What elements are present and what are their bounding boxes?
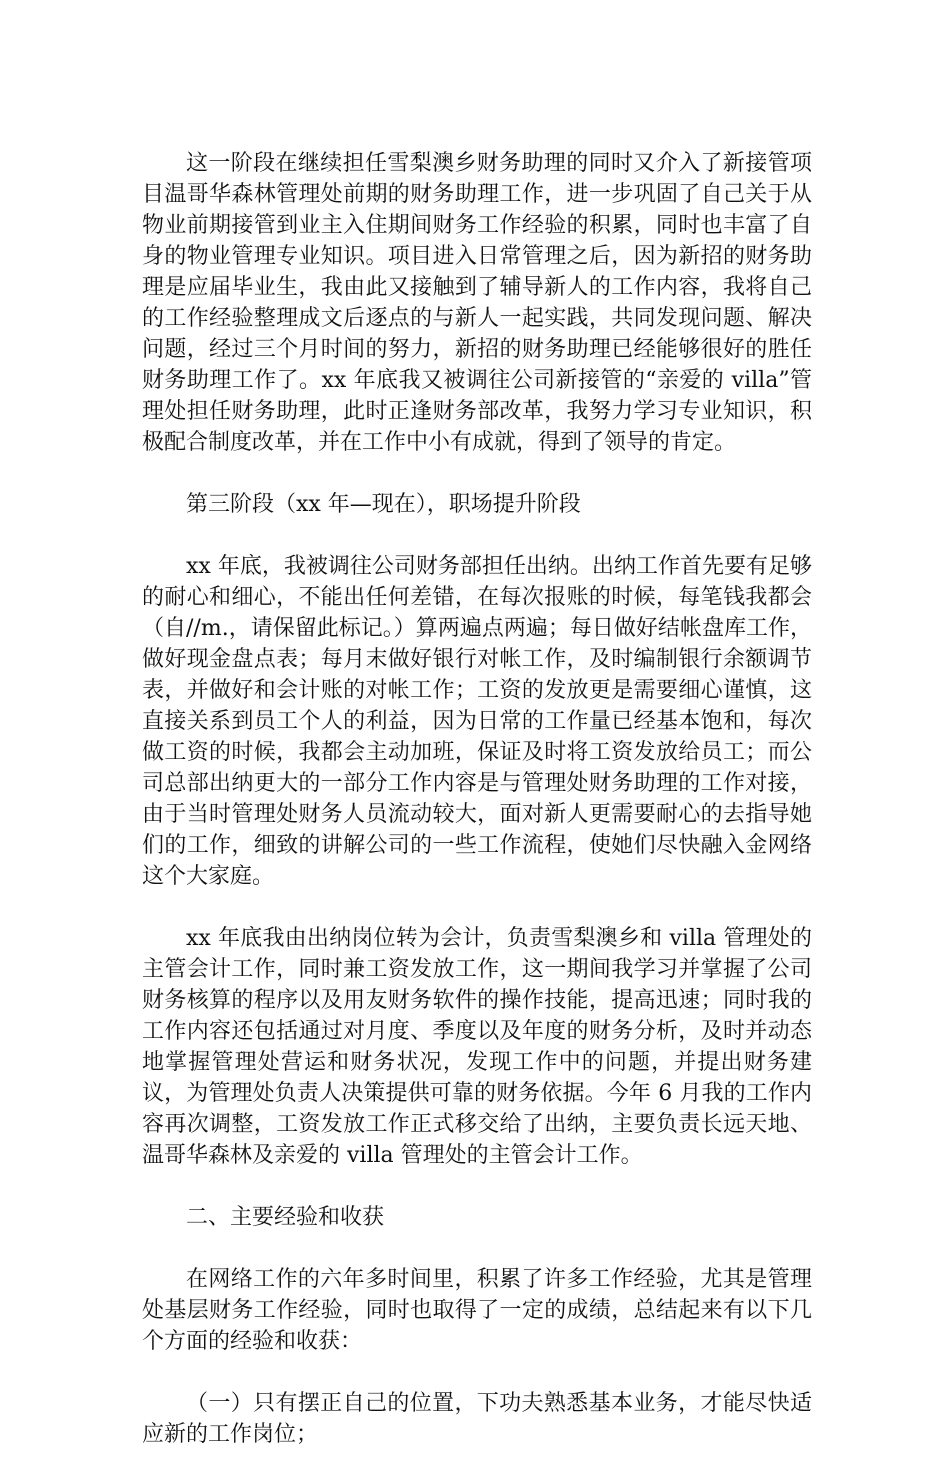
heading-main-experience: 二、主要经验和收获 xyxy=(186,1205,385,1230)
paragraph-accountant-work: xx 年底我由出纳岗位转为会计，负责雪梨澳乡和 villa 管理处的主管会计工作，同时兼工资发放工作，这一期间我学习并掌握了公司财务核算的程序以及用友财务软件的操作技能，提高迅速；同时我的工作内容还包括通过对月度、季度以及年度的财务分析，及时并动态地掌握管理处营运和财务状况，发现工作中的问题，并提出财务建议，为管理处负责人决策提供可靠的财务依据。今年 6 月我的工作内容再次调整，工资发放工作正式移交给了出纳，主要负责长远天地、温哥华森林及亲爱的 villa 管理处的主管会计工作。 xyxy=(142,926,812,1168)
paragraph-point-one: （一）只有摆正自己的位置，下功夫熟悉基本业务，才能尽快适应新的工作岗位； xyxy=(142,1391,812,1447)
paragraph-experience-summary: 在网络工作的六年多时间里，积累了许多工作经验，尤其是管理处基层财务工作经验，同时也取得了一定的成绩，总结起来有以下几个方面的经验和收获： xyxy=(142,1267,812,1354)
paragraph-cashier-work: xx 年底，我被调往公司财务部担任出纳。出纳工作首先要有足够的耐心和细心，不能出任何差错，在每次报账的时候，每笔钱我都会（自//m.，请保留此标记。）算两遍点两遍；每日做好结帐盘库工作，做好现金盘点表；每月末做好银行对帐工作，及时编制银行余额调节表，并做好和会计账的对帐工作；工资的发放更是需要细心谨慎，这直接关系到员工个人的利益，因为日常的工作量已经基本饱和，每次做工资的时候，我都会主动加班，保证及时将工资发放给员工；而公司总部出纳更大的一部分工作内容是与管理处财务助理的工作对接，由于当时管理处财务人员流动较大，面对新人更需要耐心的去指导她们的工作，细致的讲解公司的一些工作流程，使她们尽快融入金网络这个大家庭。 xyxy=(142,554,812,889)
document-body xyxy=(142,148,812,1481)
paragraph-stage-two-continued: 这一阶段在继续担任雪梨澳乡财务助理的同时又介入了新接管项目温哥华森林管理处前期的财务助理工作，进一步巩固了自己关于从物业前期接管到业主入住期间财务工作经验的积累，同时也丰富了自身的物业管理专业知识。项目进入日常管理之后，因为新招的财务助理是应届毕业生，我由此又接触到了辅导新人的工作内容，我将自己的工作经验整理成文后逐点的与新人一起实践，共同发现问题、解决问题，经过三个月时间的努力，新招的财务助理已经能够很好的胜任财务助理工作了。xx 年底我又被调往公司新接管的“亲爱的 villa”管理处担任财务助理，此时正逢财务部改革，我努力学习专业知识，积极配合制度改革，并在工作中小有成就，得到了领导的肯定。 xyxy=(142,151,812,455)
heading-stage-three: 第三阶段（xx 年—现在），职场提升阶段 xyxy=(186,492,581,517)
